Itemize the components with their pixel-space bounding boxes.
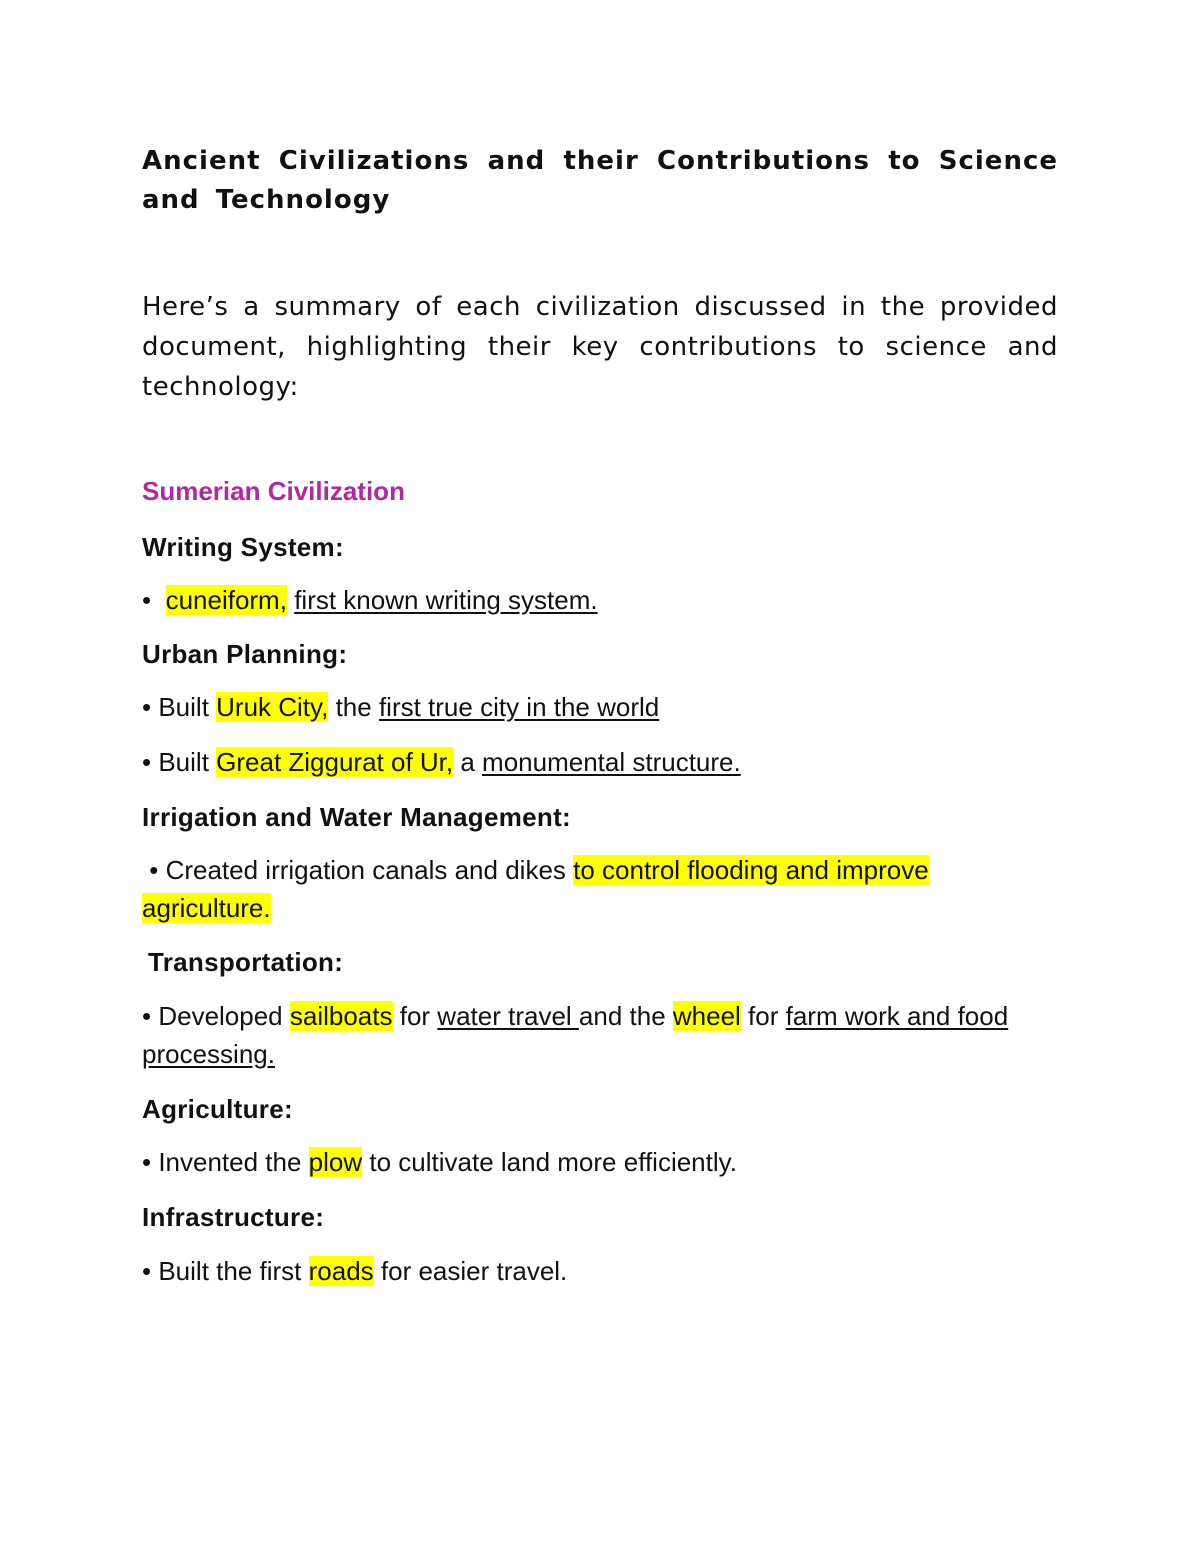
highlight-roads: roads bbox=[308, 1256, 374, 1286]
text-span: Created irrigation canals and dikes bbox=[158, 855, 574, 885]
highlight-cuneiform: cuneiform, bbox=[165, 585, 287, 615]
text-span: to cultivate land more efficiently. bbox=[362, 1147, 737, 1177]
text-span: for easier travel. bbox=[373, 1256, 568, 1286]
heading-urban-planning: Urban Planning: bbox=[142, 639, 348, 669]
bullet-transportation bbox=[142, 997, 1062, 1073]
text-span: Developed bbox=[151, 1001, 290, 1031]
heading-agriculture: Agriculture: bbox=[142, 1094, 293, 1124]
underline-writing: first known writing system. bbox=[294, 585, 598, 615]
bullet-ziggurat bbox=[142, 743, 1062, 781]
text-span: Built bbox=[151, 747, 217, 777]
bullet-marker: • bbox=[142, 1147, 152, 1177]
intro-paragraph: Here’s a summary of each civilization discussed in the provided document, highlighting their key contributions to science and technology: bbox=[142, 292, 1058, 402]
bullet-marker: • bbox=[142, 1256, 152, 1286]
bullet-agriculture bbox=[142, 1143, 1062, 1181]
bullet-marker: • bbox=[142, 585, 152, 615]
bullet-writing-system bbox=[142, 581, 1062, 619]
bullet-marker: • bbox=[142, 747, 152, 777]
highlight-plow: plow bbox=[308, 1147, 363, 1177]
bullet-uruk-city bbox=[142, 688, 1062, 726]
highlight-wheel: wheel bbox=[672, 1001, 741, 1031]
underline-monumental: monumental structure. bbox=[482, 747, 741, 777]
highlight-flooding: to control flooding and improve agriculture. bbox=[142, 855, 929, 923]
text-span: Built bbox=[151, 692, 217, 722]
heading-writing-system: Writing System: bbox=[142, 532, 344, 562]
heading-transportation: Transportation: bbox=[148, 947, 344, 977]
bullet-infrastructure bbox=[142, 1252, 1062, 1290]
heading-infrastructure: Infrastructure: bbox=[142, 1202, 325, 1232]
bullet-marker: • bbox=[142, 692, 152, 722]
heading-irrigation: Irrigation and Water Management: bbox=[142, 802, 572, 832]
underline-farm-work: farm work and food processing. bbox=[142, 1001, 1009, 1069]
bullet-irrigation bbox=[142, 851, 1062, 927]
text-span: Built the first bbox=[151, 1256, 309, 1286]
underline-first-city: first true city in the world bbox=[378, 692, 660, 722]
text-span: and the bbox=[578, 1001, 673, 1031]
highlight-sailboats: sailboats bbox=[289, 1001, 393, 1031]
highlight-ziggurat: Great Ziggurat of Ur, bbox=[216, 747, 454, 777]
bullet-marker: • bbox=[142, 1001, 152, 1031]
bullet-marker: • bbox=[149, 855, 159, 885]
highlight-uruk-city: Uruk City, bbox=[216, 692, 329, 722]
document-title: Ancient Civilizations and their Contributions to Science and Technology bbox=[142, 146, 1058, 215]
text-span: a bbox=[453, 747, 483, 777]
section-title-sumerian: Sumerian Civilization bbox=[142, 476, 405, 506]
text-span: the bbox=[328, 692, 379, 722]
text-span: for bbox=[392, 1001, 438, 1031]
underline-water-travel: water travel bbox=[437, 1001, 579, 1031]
text-span: Invented the bbox=[151, 1147, 309, 1177]
text-span: for bbox=[740, 1001, 786, 1031]
